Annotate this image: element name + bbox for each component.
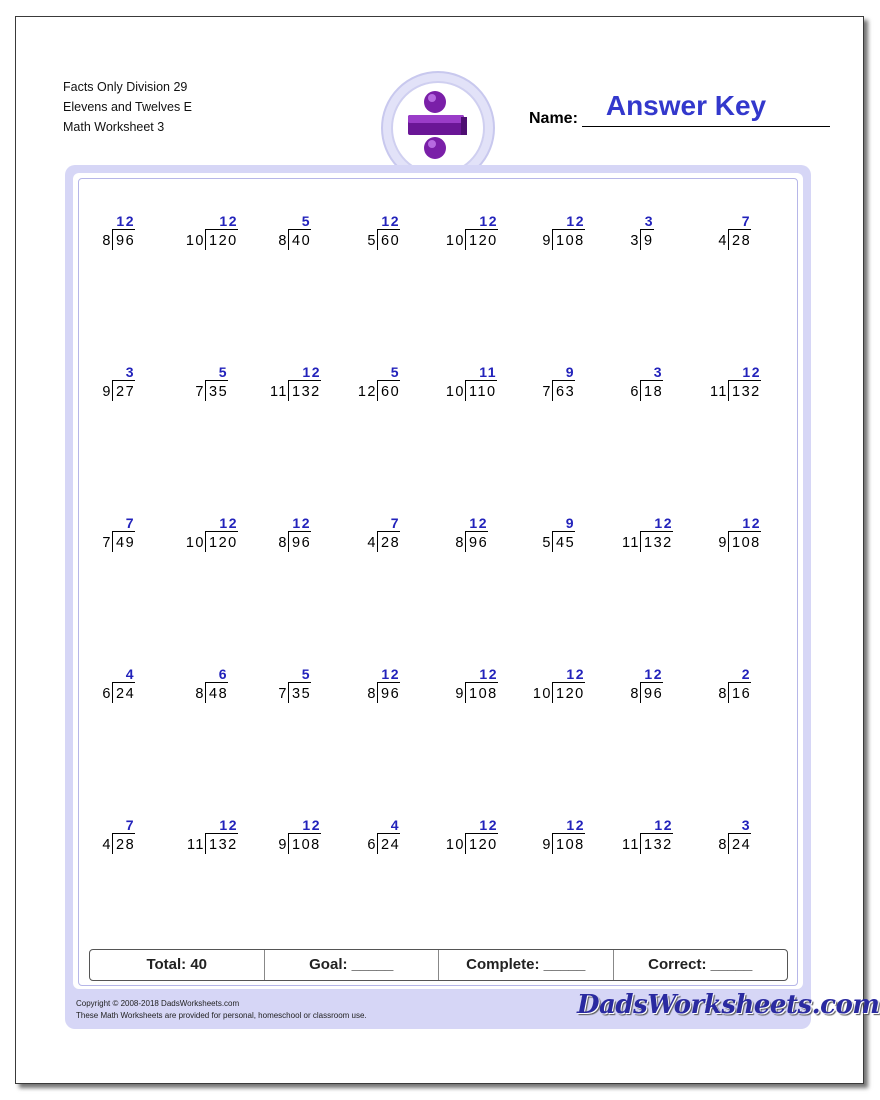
quotient-answer: 12 (302, 817, 321, 833)
dividend: 120 (465, 229, 498, 250)
divisor: 8 (367, 686, 377, 702)
copyright-line-2: These Math Worksheets are provided for personal, homeschool or classroom use. (76, 1011, 367, 1020)
dividend: 48 (205, 682, 228, 703)
answer-key-label: Answer Key (605, 90, 767, 121)
divisor: 10 (445, 233, 465, 249)
quotient-answer: 7 (390, 515, 400, 531)
divisor: 10 (185, 233, 205, 249)
quotient-answer: 12 (292, 515, 311, 531)
quotient-answer: 12 (302, 364, 321, 380)
divisor: 6 (630, 384, 640, 400)
dividend: 120 (205, 229, 238, 250)
quotient-answer: 3 (644, 213, 654, 229)
dividend: 60 (377, 229, 400, 250)
quotient-answer: 3 (125, 364, 135, 380)
quotient-answer: 11 (479, 364, 497, 380)
dividend: 108 (728, 531, 761, 552)
goal-cell: Goal: _____ (265, 950, 440, 980)
divisor: 7 (102, 535, 112, 551)
quotient-answer: 5 (218, 364, 228, 380)
dividend: 132 (728, 380, 761, 401)
title-line-2: Elevens and Twelves E (63, 100, 193, 114)
divisor: 8 (195, 686, 205, 702)
dividend: 96 (640, 682, 663, 703)
quotient-answer: 12 (479, 666, 498, 682)
divisor: 11 (709, 384, 728, 400)
divisor: 5 (542, 535, 552, 551)
total-cell: Total: 40 (90, 950, 265, 980)
divisor: 8 (455, 535, 465, 551)
dividend: 27 (112, 380, 135, 401)
quotient-answer: 9 (565, 515, 575, 531)
divisor: 9 (542, 233, 552, 249)
dividend: 28 (728, 229, 751, 250)
quotient-answer: 5 (390, 364, 400, 380)
quotient-answer: 2 (741, 666, 751, 682)
divisor: 12 (357, 384, 377, 400)
dividend: 60 (377, 380, 400, 401)
copyright-line-1: Copyright © 2008-2018 DadsWorksheets.com (76, 999, 240, 1008)
divisor: 8 (718, 837, 728, 853)
divisor: 8 (102, 233, 112, 249)
quotient-answer: 12 (742, 364, 761, 380)
dividend: 28 (112, 833, 135, 854)
quotient-answer: 3 (741, 817, 751, 833)
dividend: 108 (288, 833, 321, 854)
quotient-answer: 12 (479, 213, 498, 229)
divisor: 7 (195, 384, 205, 400)
divisor: 11 (621, 837, 640, 853)
dividend: 108 (465, 682, 498, 703)
divisor: 9 (102, 384, 112, 400)
dividend: 132 (640, 531, 673, 552)
title-line-1: Facts Only Division 29 (63, 80, 188, 94)
dividend: 132 (288, 380, 321, 401)
quotient-answer: 12 (566, 666, 585, 682)
quotient-answer: 7 (125, 515, 135, 531)
divisor: 7 (278, 686, 288, 702)
quotient-answer: 5 (301, 213, 311, 229)
dividend: 35 (205, 380, 228, 401)
divisor: 11 (621, 535, 640, 551)
divisor: 4 (367, 535, 377, 551)
divisor: 3 (630, 233, 640, 249)
divisor: 9 (542, 837, 552, 853)
dividend: 49 (112, 531, 135, 552)
complete-cell: Complete: _____ (439, 950, 614, 980)
dividend: 120 (205, 531, 238, 552)
divisor: 6 (367, 837, 377, 853)
divisor: 10 (532, 686, 552, 702)
worksheet-title (63, 77, 192, 137)
quotient-answer: 12 (742, 515, 761, 531)
dividend: 96 (465, 531, 488, 552)
dividend: 96 (112, 229, 135, 250)
quotient-answer: 12 (644, 666, 663, 682)
quotient-answer: 4 (390, 817, 400, 833)
quotient-answer: 12 (381, 666, 400, 682)
divisor: 11 (269, 384, 288, 400)
name-label: Name: (529, 110, 578, 127)
divisor: 9 (718, 535, 728, 551)
dividend: 24 (112, 682, 135, 703)
dividend: 28 (377, 531, 400, 552)
divisor: 5 (367, 233, 377, 249)
quotient-answer: 12 (566, 817, 585, 833)
dividend: 96 (288, 531, 311, 552)
quotient-answer: 7 (125, 817, 135, 833)
dividend: 24 (377, 833, 400, 854)
dividend: 16 (728, 682, 751, 703)
quotient-answer: 12 (116, 213, 135, 229)
title-line-3: Math Worksheet 3 (63, 120, 165, 134)
divisor: 9 (455, 686, 465, 702)
divisor: 7 (542, 384, 552, 400)
dividend: 63 (552, 380, 575, 401)
quotient-answer: 12 (219, 515, 238, 531)
dividend: 35 (288, 682, 311, 703)
brand-logo: DadsWorksheets.com (577, 990, 880, 1020)
quotient-answer: 12 (381, 213, 400, 229)
dividend: 110 (465, 380, 497, 401)
divisor: 8 (278, 535, 288, 551)
quotient-answer: 4 (125, 666, 135, 682)
divisor: 9 (278, 837, 288, 853)
quotient-answer: 12 (469, 515, 488, 531)
quotient-answer: 5 (301, 666, 311, 682)
quotient-answer: 12 (219, 817, 238, 833)
problems-area (73, 173, 803, 989)
quotient-answer: 12 (219, 213, 238, 229)
dividend: 132 (640, 833, 673, 854)
dividend: 120 (465, 833, 498, 854)
quotient-answer: 12 (654, 515, 673, 531)
quotient-answer: 12 (654, 817, 673, 833)
dividend: 108 (552, 229, 585, 250)
dividend: 108 (552, 833, 585, 854)
dividend: 9 (640, 229, 654, 250)
name-line (582, 126, 830, 127)
divisor: 11 (186, 837, 205, 853)
copyright-text (76, 998, 367, 1022)
quotient-answer: 12 (566, 213, 585, 229)
dividend: 120 (552, 682, 585, 703)
dividend: 45 (552, 531, 575, 552)
dividend: 40 (288, 229, 311, 250)
divisor: 8 (630, 686, 640, 702)
dividend: 96 (377, 682, 400, 703)
quotient-answer: 9 (565, 364, 575, 380)
divisor: 10 (445, 837, 465, 853)
score-table (89, 949, 788, 981)
divisor: 4 (102, 837, 112, 853)
divisor: 10 (445, 384, 465, 400)
quotient-answer: 6 (218, 666, 228, 682)
dividend: 18 (640, 380, 663, 401)
quotient-answer: 3 (653, 364, 663, 380)
divisor: 6 (102, 686, 112, 702)
correct-cell: Correct: _____ (648, 956, 753, 973)
quotient-answer: 7 (741, 213, 751, 229)
divisor: 8 (278, 233, 288, 249)
divisor: 8 (718, 686, 728, 702)
divisor: 10 (185, 535, 205, 551)
dividend: 24 (728, 833, 751, 854)
quotient-answer: 12 (479, 817, 498, 833)
dividend: 132 (205, 833, 238, 854)
divisor: 4 (718, 233, 728, 249)
